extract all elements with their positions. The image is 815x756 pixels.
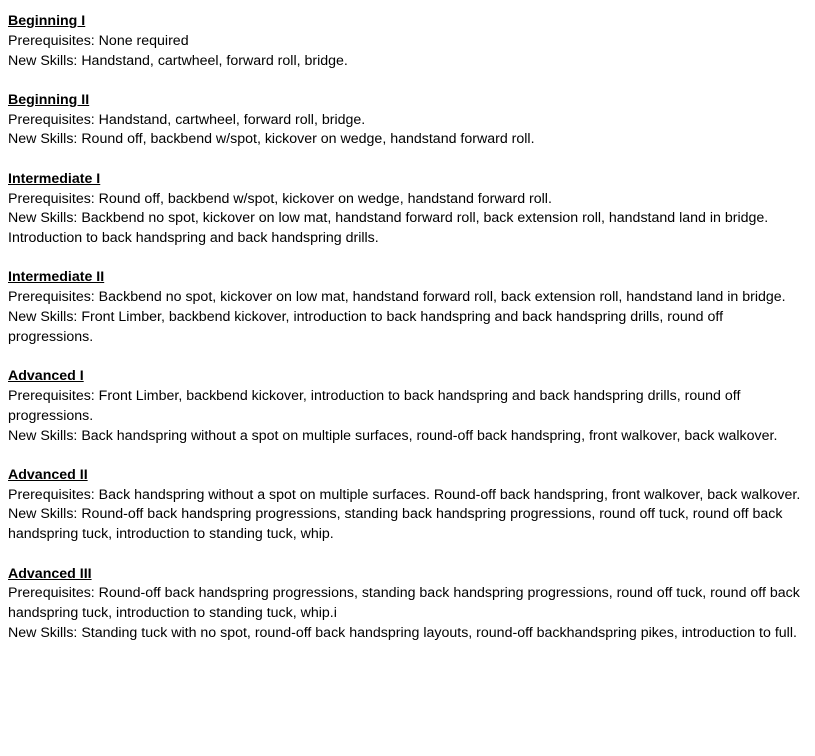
new-skills-text: New Skills: Handstand, cartwheel, forward roll, bridge. <box>8 52 348 69</box>
prerequisites-text: Prerequisites: Handstand, cartwheel, forward roll, bridge. <box>8 111 366 128</box>
level-title: Intermediate II <box>8 269 105 286</box>
level-title: Intermediate I <box>8 170 101 187</box>
document-body <box>8 12 808 663</box>
prerequisites-text: Prerequisites: Back handspring without a spot on multiple surfaces. Round-off back handspring, front walkover, back walkover. <box>8 486 801 503</box>
level-intermediate-2 <box>8 268 808 347</box>
level-title: Beginning I <box>8 13 86 29</box>
level-advanced-2 <box>8 466 808 545</box>
new-skills-text: New Skills: Back handspring without a spot on multiple surfaces, round-off back handspring, front walkover, back walkover. <box>8 427 778 444</box>
prerequisites-text: Prerequisites: Round off, backbend w/spot, kickover on wedge, handstand forward roll. <box>8 190 552 207</box>
prerequisites-text: Prerequisites: None required <box>8 32 189 49</box>
level-title: Advanced I <box>8 368 84 385</box>
level-beginning-1 <box>8 12 808 71</box>
level-advanced-3 <box>8 565 808 644</box>
level-beginning-2 <box>8 91 808 150</box>
level-intermediate-1 <box>8 170 808 249</box>
level-advanced-1 <box>8 367 808 446</box>
new-skills-text: New Skills: Round off, backbend w/spot, kickover on wedge, handstand forward roll. <box>8 131 535 148</box>
new-skills-text: New Skills: Round-off back handspring progressions, standing back handspring progressions, round off tuck, round off back handspring tuck, introduction to standing tuck, whip. <box>8 506 783 543</box>
new-skills-text: New Skills: Backbend no spot, kickover on low mat, handstand forward roll, back extension roll, handstand land in bridge. Introduction to back handspring and back handspring drills. <box>8 210 769 247</box>
new-skills-text: New Skills: Front Limber, backbend kickover, introduction to back handspring and back handspring drills, round off progressions. <box>8 309 724 345</box>
prerequisites-text: Prerequisites: Round-off back handspring progressions, standing back handspring progressions, round off tuck, round off back handspring tuck, introduction to standing tuck, whip.i <box>8 585 800 622</box>
level-title: Advanced II <box>8 466 88 483</box>
new-skills-text: New Skills: Standing tuck with no spot, round-off back handspring layouts, round-off backhandspring pikes, introduction to full. <box>8 624 797 641</box>
prerequisites-text: Prerequisites: Backbend no spot, kickover on low mat, handstand forward roll, back extension roll, handstand land in bridge. <box>8 289 786 306</box>
prerequisites-text: Prerequisites: Front Limber, backbend kickover, introduction to back handspring and back handspring drills, round off progressions. <box>8 387 741 424</box>
level-title: Advanced III <box>8 565 92 582</box>
level-title: Beginning II <box>8 91 90 108</box>
